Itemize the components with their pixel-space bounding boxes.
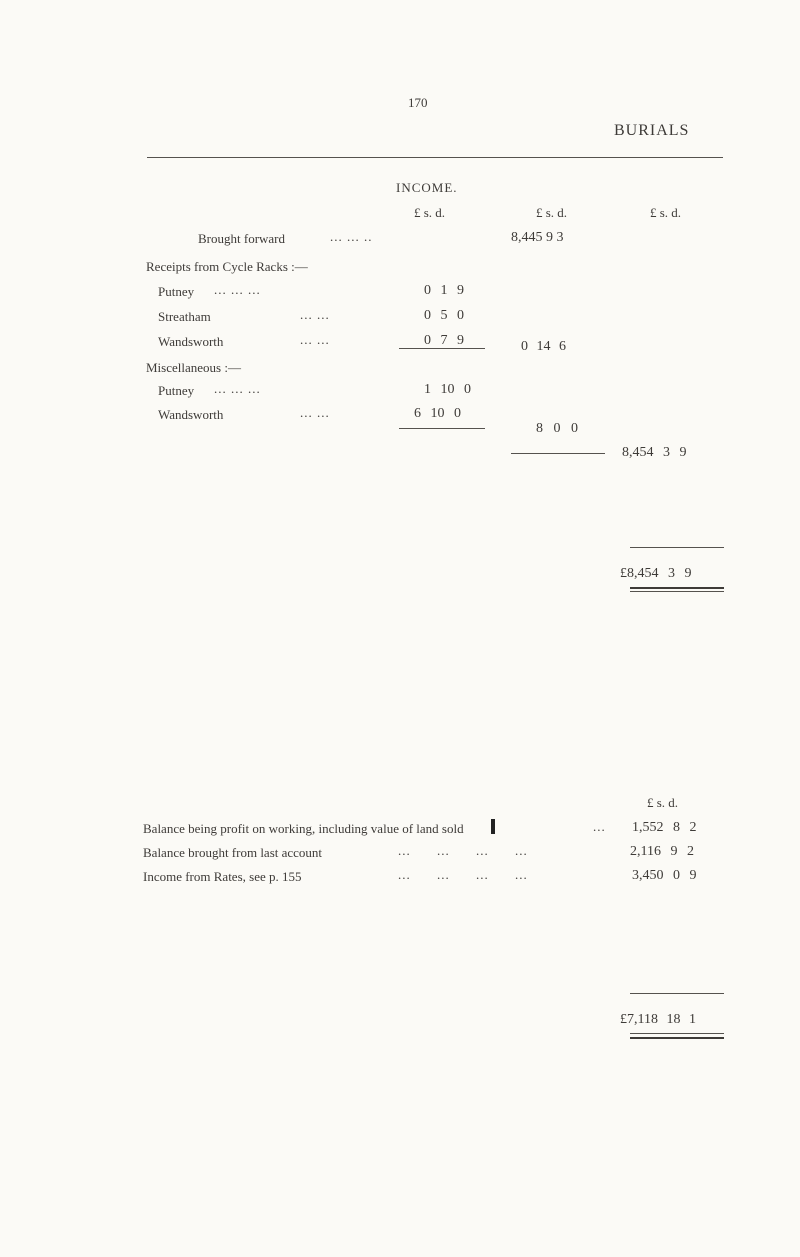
balance-row-3-amount: 3,450 0 9 bbox=[632, 868, 697, 883]
brought-forward-amount: 8,445 9 3 bbox=[511, 230, 564, 245]
page-heading: BURIALS bbox=[614, 122, 690, 139]
cycle-putney-label: Putney bbox=[158, 284, 195, 299]
page-number: 170 bbox=[408, 95, 428, 110]
cycle-racks-total: 0 14 6 bbox=[521, 339, 566, 354]
balance-total-top-rule bbox=[630, 993, 724, 994]
grand-total-double-rule-2 bbox=[630, 591, 724, 592]
misc-subtotal-rule bbox=[399, 428, 485, 429]
cycle-wandsworth-dots: ... ... bbox=[300, 332, 330, 347]
cycle-putney-amount: 0 1 9 bbox=[424, 283, 464, 298]
land-sold-mark bbox=[491, 819, 495, 834]
misc-heading: Miscellaneous :— bbox=[146, 360, 241, 375]
balance-total: £7,118 18 1 bbox=[620, 1012, 696, 1027]
col-head-1: £ s. d. bbox=[414, 205, 446, 220]
balance-row-2-dots: ... ... ... ... bbox=[398, 843, 528, 858]
misc-putney-label: Putney bbox=[158, 383, 195, 398]
income-subtotal: 8,454 3 9 bbox=[622, 445, 687, 460]
balance-row-1-dots: ... bbox=[593, 819, 606, 834]
cycle-streatham-dots: ... ... bbox=[300, 307, 330, 322]
cycle-putney-dots: ... ... ... bbox=[214, 282, 261, 297]
misc-putney-amount: 1 10 0 bbox=[424, 382, 471, 397]
cycle-racks-heading: Receipts from Cycle Racks :— bbox=[146, 259, 308, 274]
balance-total-double-rule-1 bbox=[630, 1033, 724, 1034]
misc-wandsworth-amount: 6 10 0 bbox=[414, 406, 461, 421]
cycle-streatham-label: Streatham bbox=[158, 309, 211, 324]
col-head-2: £ s. d. bbox=[536, 205, 568, 220]
brought-forward-label: Brought forward bbox=[198, 231, 286, 246]
income-subtotal-rule bbox=[511, 453, 605, 454]
balance-row-1-label: Balance being profit on working, including value of land sold bbox=[143, 821, 464, 836]
cycle-streatham-amount: 0 5 0 bbox=[424, 308, 464, 323]
cycle-subtotal-rule bbox=[399, 348, 485, 349]
grand-total-double-rule-1 bbox=[630, 587, 724, 589]
balance-total-double-rule-2 bbox=[630, 1037, 724, 1039]
grand-total-top-rule bbox=[630, 547, 724, 548]
income-grand-total: £8,454 3 9 bbox=[620, 566, 692, 581]
balance-row-2-amount: 2,116 9 2 bbox=[630, 844, 694, 859]
cycle-wandsworth-label: Wandsworth bbox=[158, 334, 224, 349]
balance-row-1-amount: 1,552 8 2 bbox=[632, 820, 697, 835]
cycle-wandsworth-amount: 0 7 9 bbox=[424, 333, 464, 348]
col-head-3: £ s. d. bbox=[650, 205, 682, 220]
misc-wandsworth-dots: ... ... bbox=[300, 405, 330, 420]
balance-col-head: £ s. d. bbox=[647, 795, 679, 810]
misc-putney-dots: ... ... ... bbox=[214, 381, 261, 396]
brought-forward-dots: ... ... .. bbox=[330, 229, 373, 244]
balance-row-2-label: Balance brought from last account bbox=[143, 845, 323, 860]
misc-total: 8 0 0 bbox=[536, 421, 578, 436]
income-title: INCOME. bbox=[396, 180, 458, 195]
header-rule bbox=[147, 157, 723, 158]
balance-row-3-dots: ... ... ... ... bbox=[398, 867, 528, 882]
balance-row-3-label: Income from Rates, see p. 155 bbox=[143, 869, 302, 884]
misc-wandsworth-label: Wandsworth bbox=[158, 407, 224, 422]
